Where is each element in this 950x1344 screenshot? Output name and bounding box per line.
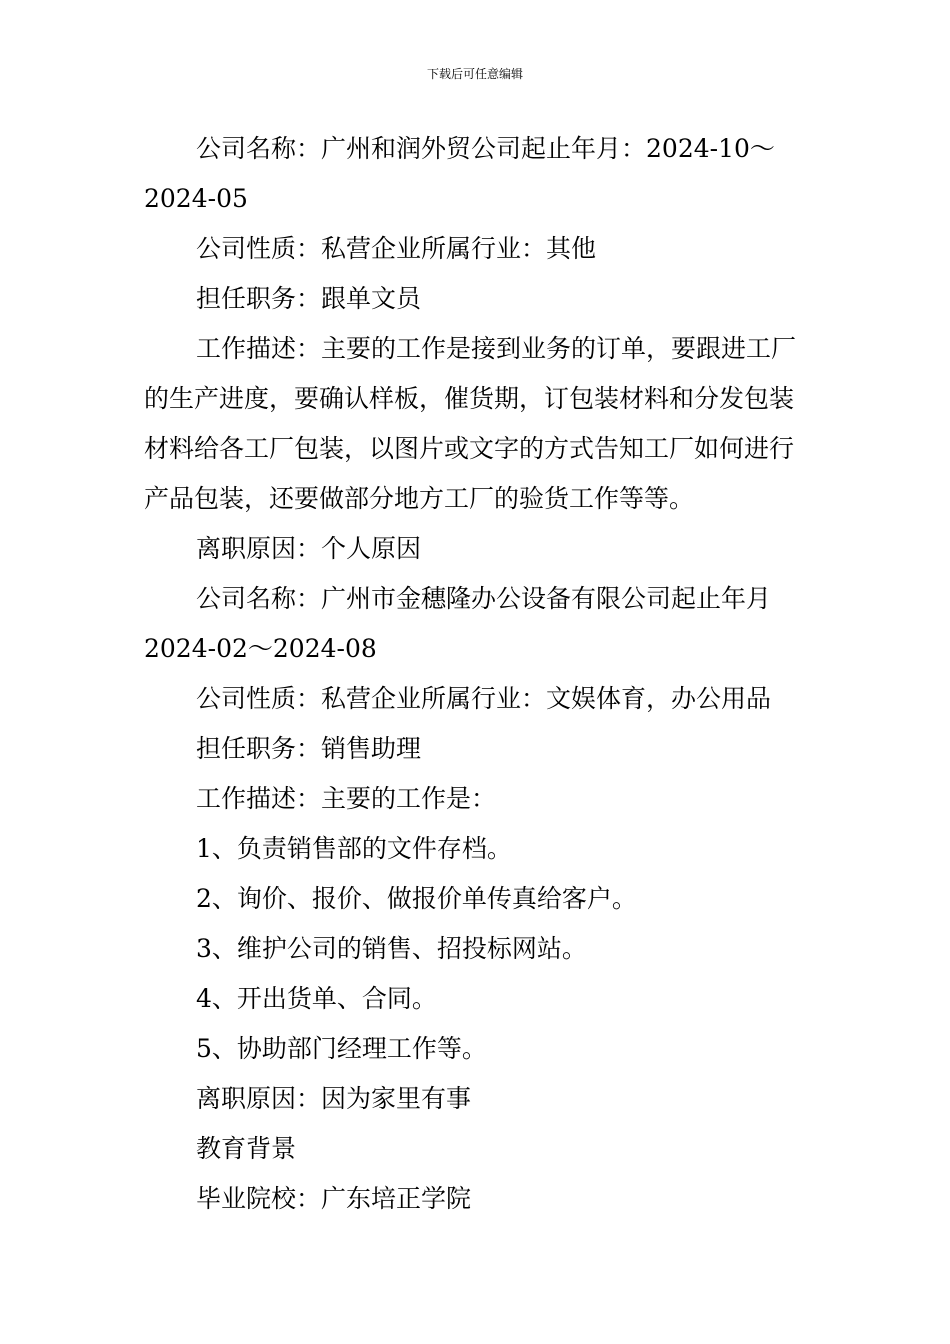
education-school: 毕业院校：广东培正学院 — [196, 1184, 472, 1213]
job1-description: 工作描述：主要的工作是接到业务的订单，要跟进工厂的生产进度，要确认样板，催货期，订包装材料和分发包装材料给各工厂包装，以图片或文字的方式告知工厂如何进行产品包装，还要做部分地方工厂的验货工作等等。 — [144, 334, 797, 513]
job1-company-line: 公司名称：广州和润外贸公司起止年月：2024-10～ — [196, 134, 775, 163]
job1-position: 担任职务：跟单文员 — [196, 284, 422, 313]
job1-company-nature: 公司性质：私营企业所属行业：其他 — [196, 234, 597, 263]
page-header: 下载后可任意编辑 — [426, 67, 523, 81]
job2-duty-item: 1、负责销售部的文件存档。 — [196, 834, 512, 863]
job1-leave-reason: 离职原因：个人原因 — [196, 534, 422, 563]
document-body — [144, 124, 814, 1224]
job2-duty-item: 5、协助部门经理工作等。 — [196, 1034, 487, 1063]
job2-duty-item: 2、询价、报价、做报价单传真给客户。 — [196, 884, 637, 913]
job2-company-line: 公司名称：广州市金穗隆办公设备有限公司起止年月 — [196, 584, 772, 613]
job2-company-line-continued: 2024-02～2024-08 — [144, 634, 377, 663]
job2-duty-item: 3、维护公司的销售、招投标网站。 — [196, 934, 587, 963]
job2-duty-item: 4、开出货单、合同。 — [196, 984, 437, 1013]
job2-company-nature: 公司性质：私营企业所属行业：文娱体育，办公用品 — [196, 684, 772, 713]
job2-description-intro: 工作描述：主要的工作是： — [196, 784, 497, 813]
job1-company-line-continued: 2024-05 — [144, 184, 248, 213]
job2-position: 担任职务：销售助理 — [196, 734, 422, 763]
education-heading: 教育背景 — [196, 1134, 297, 1163]
job2-leave-reason: 离职原因：因为家里有事 — [196, 1084, 472, 1113]
